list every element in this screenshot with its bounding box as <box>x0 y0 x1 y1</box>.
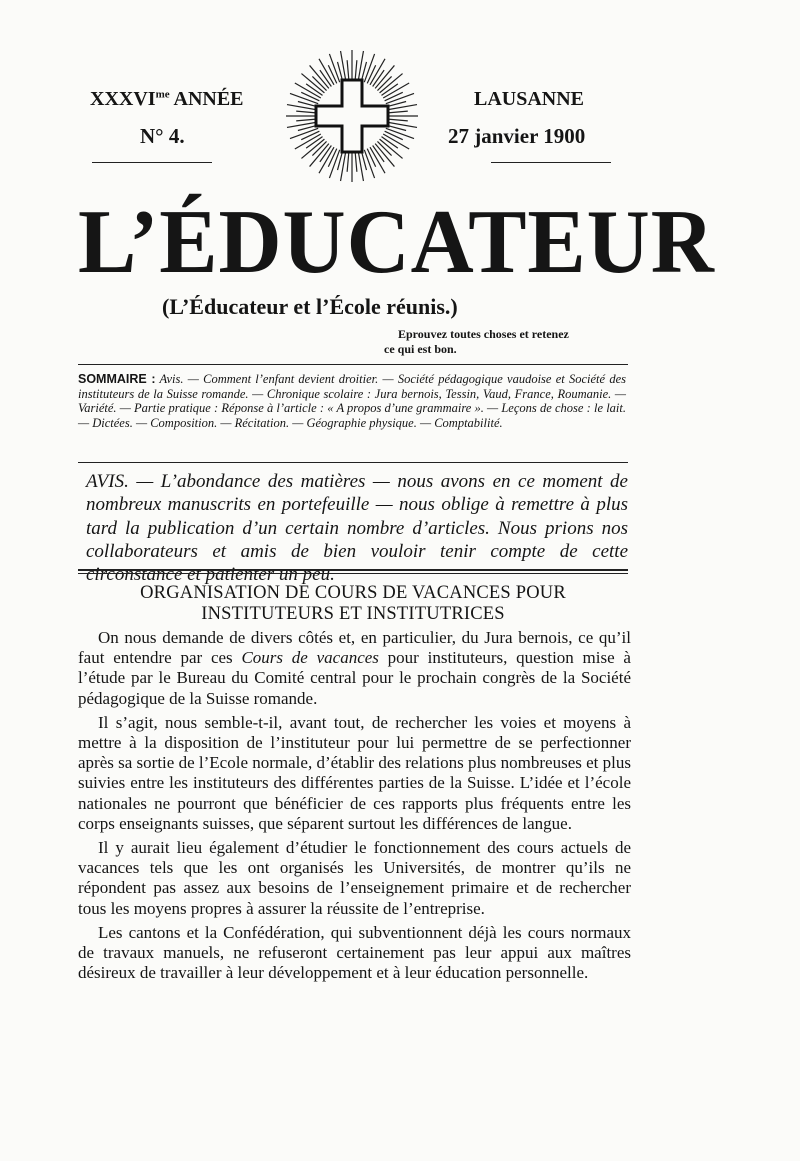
sommaire-label: SOMMAIRE : <box>78 372 156 386</box>
avis-notice: AVIS. — L’abondance des matières — nous avons en ce moment de nombreux manuscrits en portefeuille — nous oblige à remettre à plus tard la publication d’un certain nombre d’articles. Nous prions nos collaborateurs et amis de bien vouloir tenir compte de cette circonstance et patienter un peu. <box>86 471 628 586</box>
city-label: LAUSANNE <box>474 88 585 110</box>
motto-line-2: ce qui est bon. <box>384 342 457 356</box>
header-left-rule <box>92 162 212 163</box>
masthead-title: L’ÉDUCATEUR <box>78 191 715 292</box>
motto <box>384 327 654 357</box>
paragraph-2: Il s’agit, nous semble-t-il, avant tout, de rechercher les voies et moyens à mettre à la disposition de l’instituteur pour lui permettre de se perfectionner après sa sortie de l’Ecole normale, d’établir des relations plus nombreuses et plus suivies entre les instituteurs des différentes parties de la Suisse. L’idée et l’école nationales ne pourront que bénéficier de ces rapports plus fréquents entre les corps enseignants suisses, que séparent surtout les différences de langue. <box>78 712 631 833</box>
year-label: $XXXVI^{me}$ ANNÉE <box>90 88 244 110</box>
paragraph-4: Les cantons et la Confédération, qui subventionnent déjà les cours normaux de travaux manuels, ne refuseront certainement pas leur appui aux maîtres désireux de travailler à leur développement et à leur éducation personnelle. <box>78 922 631 983</box>
issue-date: 27 janvier 1900 <box>448 124 586 148</box>
article-body <box>78 628 631 987</box>
sommaire-text: Avis. — Comment l’enfant devient droitier. — Société pédagogique vaudoise et Société des instituteurs de la Suisse romande. — Chronique scolaire : Jura bernois, Tessin, Vaud, France, Roumanie. — Variété. — Partie pratique : Réponse à l’article : « A propos d’une grammaire ». — Leçons de chose : le lait. — Dictées. — Composition. — Récitation. — Géographie physique. — Comptabilité. <box>78 372 626 431</box>
article-title-line-1: ORGANISATION DE COURS DE VACANCES POUR <box>140 583 566 603</box>
table-of-contents <box>78 372 626 431</box>
header-right-rule <box>491 162 611 163</box>
swiss-cross-sunburst-icon <box>284 48 420 184</box>
masthead-subtitle: (L’Éducateur et l’École réunis.) <box>162 294 458 319</box>
paragraph-3: Il y aurait lieu également d’étudier le fonctionnement des cours actuels de vacances tels que les ont organisés les Universités, de montrer qu’ils ne répondent pas assez aux besoins de l’enseignement primaire et de rechercher tous les moyens propres à assurer la réussite de l’entreprise. <box>78 838 631 918</box>
avis-rule-top <box>78 569 628 571</box>
issue-number: N° 4. <box>140 124 185 148</box>
masthead-rule <box>78 364 628 365</box>
avis-rule-bottom <box>78 573 628 574</box>
motto-line-1: Eprouvez toutes choses et retenez <box>398 327 569 341</box>
sommaire-rule <box>78 462 628 463</box>
article-title <box>78 583 628 625</box>
paragraph-1: On nous demande de divers côtés et, en particulier, du Jura bernois, ce qu’il faut entendre par ces Cours de vacances pour instituteurs, question mise à l’étude par le Bureau du Comité central pour le prochain congrès de la Société pédagogique de la Suisse romande. <box>78 628 631 708</box>
article-title-line-2: INSTITUTEURS ET INSTITUTRICES <box>201 604 505 624</box>
